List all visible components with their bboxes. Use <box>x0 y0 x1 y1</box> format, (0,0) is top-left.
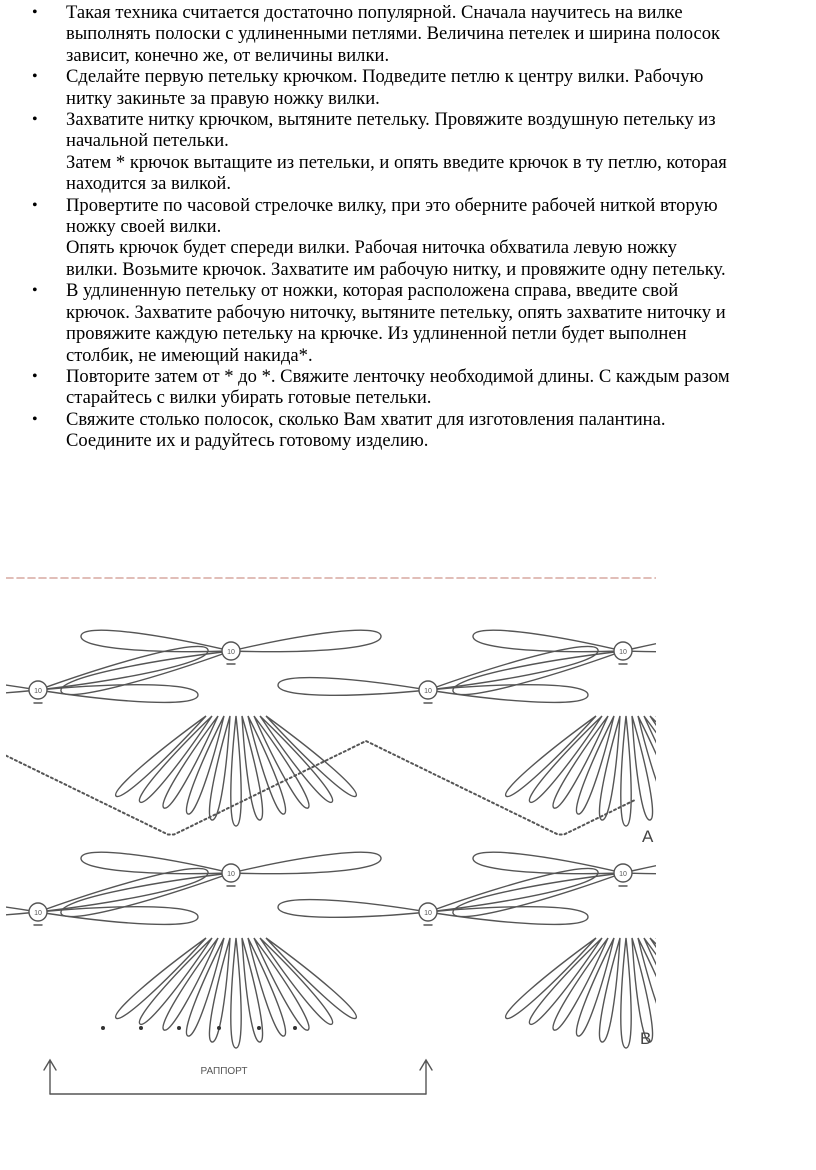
text-line: нитку закиньте за правую ножку вилки. <box>66 87 380 109</box>
zigzag-stitch-line <box>6 741 636 835</box>
label-b: B <box>640 1029 652 1048</box>
band-loop <box>473 852 623 873</box>
stitch-dot <box>139 1026 143 1030</box>
band-loop <box>231 852 381 873</box>
stitch-dot <box>293 1026 297 1030</box>
text-line: начальной петельки. <box>66 130 229 152</box>
band-loop <box>278 900 428 918</box>
fan-loop <box>231 938 241 1048</box>
stitch-dot <box>177 1026 181 1030</box>
stitch-dot <box>257 1026 261 1030</box>
list-item <box>0 66 816 109</box>
text-line: Свяжите столько полосок, сколько Вам хватит для изготовления палантина. <box>66 408 666 430</box>
text-line: ножку своей вилки. <box>66 216 222 238</box>
instructions-list <box>0 2 816 452</box>
node-top-1-1-number: 10 <box>619 871 627 878</box>
band-loop <box>473 630 623 651</box>
node-top-0-0-number: 10 <box>227 649 235 656</box>
band-loop <box>81 630 231 651</box>
text-line: выполнять полоски с удлиненными петлями. Величина петелек и ширина полосок <box>66 23 721 45</box>
list-item <box>0 2 816 66</box>
text-line: крючок. Захватите рабочую ниточку, вытяните петельку, опять захватите ниточку и <box>66 301 726 323</box>
label-a: A <box>642 827 654 846</box>
text-line: Провертите по часовой стрелочке вилку, при это оберните рабочей ниткой вторую <box>66 194 718 216</box>
text-line: вилки. Возьмите крючок. Захватите им рабочую нитку, и провяжите одну петельку. <box>66 258 726 280</box>
bullet: • <box>32 68 38 86</box>
bullet: • <box>32 196 38 214</box>
band-loop <box>278 678 428 696</box>
text-line: Такая техника считается достаточно популярной. Сначала научитесь на вилке <box>66 2 683 23</box>
text-line: провяжите каждую петельку на крючке. Из удлиненной петли будет выполнен <box>66 323 687 345</box>
text-line: Сделайте первую петельку крючком. Подведите петлю к центру вилки. Рабочую <box>66 66 704 88</box>
list-item <box>0 280 816 366</box>
text-line: Повторите затем от * до *. Свяжите ленточку необходимой длины. С каждым разом <box>66 365 730 387</box>
repeat-arrow-left <box>44 1060 56 1094</box>
text-line: столбик, не имеющий накида*. <box>66 344 313 366</box>
band-loop <box>38 907 198 925</box>
fan-loop <box>621 716 631 826</box>
bullet: • <box>32 111 38 129</box>
repeat-label: РАППОРТ <box>200 1066 248 1077</box>
diagram-marks <box>6 578 656 1094</box>
list-item <box>0 409 816 452</box>
text-line: В удлиненную петельку от ножки, которая расположена справа, введите свой <box>66 280 679 302</box>
band-loop <box>38 685 198 703</box>
fan-loop <box>621 938 631 1048</box>
list-item <box>0 366 816 409</box>
text-line: зависит, конечно же, от величины вилки. <box>66 44 390 66</box>
text-line: Затем * крючок вытащите из петельки, и опять введите крючок в ту петлю, которая <box>66 151 727 173</box>
node-bottom-1-1-number: 10 <box>424 910 432 917</box>
text-line: Соедините их и радуйтесь готовому изделию. <box>66 430 429 452</box>
node-bottom-0-1-number: 10 <box>424 688 432 695</box>
node-top-0-1-number: 10 <box>619 649 627 656</box>
bullet: • <box>32 410 38 428</box>
node-top-1-0-number: 10 <box>227 871 235 878</box>
text-line: находится за вилкой. <box>66 173 232 195</box>
bullet: • <box>32 4 38 21</box>
node-bottom-1-0-number: 10 <box>34 910 42 917</box>
crochet-diagram <box>6 576 656 1106</box>
node-bottom-0-0-number: 10 <box>34 688 42 695</box>
text-line: Опять крючок будет спереди вилки. Рабочая ниточка обхватила левую ножку <box>66 237 677 259</box>
bullet: • <box>32 367 38 385</box>
text-line: Захватите нитку крючком, вытяните петельку. Провяжите воздушную петельку из <box>66 109 716 131</box>
text-line: старайтесь с вилки убирать готовые петельки. <box>66 387 432 409</box>
list-item <box>0 195 816 281</box>
band-loop <box>231 630 381 651</box>
fan-loop <box>231 716 241 826</box>
stitch-dot <box>101 1026 105 1030</box>
bullet: • <box>32 282 38 300</box>
repeat-arrow-right <box>420 1060 432 1094</box>
band-loop <box>81 852 231 873</box>
stitch-dot <box>217 1026 221 1030</box>
list-item <box>0 109 816 195</box>
